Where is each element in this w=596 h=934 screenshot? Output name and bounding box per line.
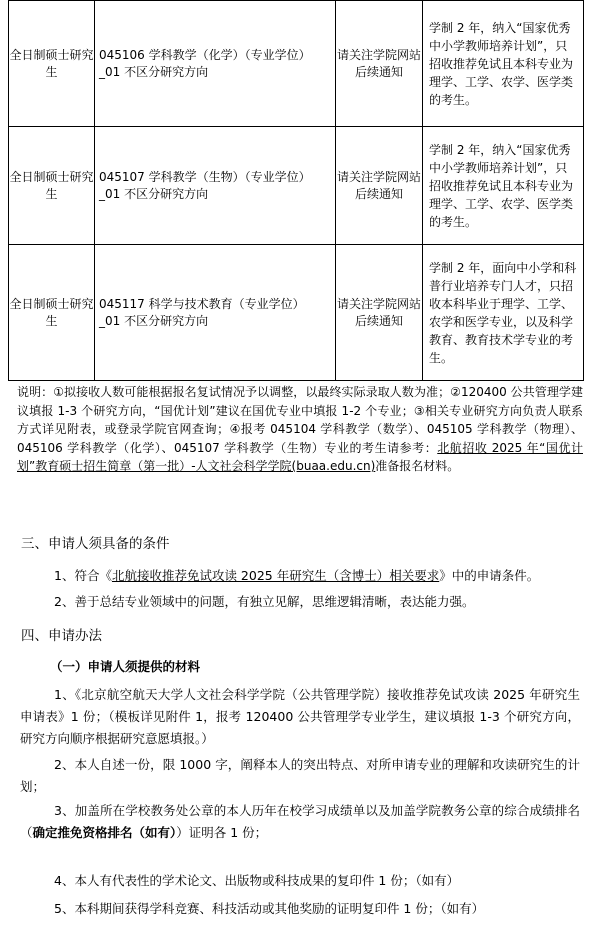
guide-link[interactable]: 北航招收 2025 年“国优计划”教育硕士招生简章（第一批）-人文社会科学学院(buaa.edu.cn) xyxy=(17,440,583,473)
material-item-1: 1、《北京航空航天大学人文社会科学学院（公共管理学院）接收推荐免试攻读 2025 年研究生申请表》1 份；（模板详见附件 1，报考 120400 公共管理学专业学生，建议填报 1-3 个研究方向，研究方向顺序根据研究意愿填报。） xyxy=(20,687,580,746)
research-direction: _01 不区分研究方向 xyxy=(99,313,209,328)
program-code-name: 045107 学科教学（生物）（专业学位） xyxy=(99,169,311,184)
condition-item-2: 2、善于总结专业领域中的问题，有独立见解，思维逻辑清晰，表达能力强。 xyxy=(54,594,475,609)
section-heading-application: 四、申请办法 xyxy=(21,628,102,644)
program-cell xyxy=(95,1,336,127)
research-direction: _01 不区分研究方向 xyxy=(99,64,209,79)
ranking-note: 确定推免资格排名（如有） xyxy=(32,825,177,840)
program-code-name: 045106 学科教学（化学）（专业学位） xyxy=(99,47,311,62)
exam-cell: 请关注学院网站后续通知 xyxy=(336,245,423,381)
program-code-name: 045117 科学与技术教育（专业学位） xyxy=(99,296,305,311)
remark-cell: 学制 2 年，纳入“国家优秀中小学教师培养计划”，只招收推荐免试且本科专业为理学、工学、农学、医学类的考生。 xyxy=(423,127,584,245)
material-item-5: 5、本科期间获得学科竞赛、科技活动或其他奖励的证明复印件 1 份；（如有） xyxy=(54,901,485,916)
material-item-3: 3、加盖所在学校教务处公章的本人历年在校学习成绩单以及加盖学院教务公章的综合成绩排名（确定推免资格排名（如有））证明各 1 份； xyxy=(20,803,580,840)
study-type-cell: 全日制硕士研究生 xyxy=(9,127,95,245)
table-row xyxy=(9,245,584,381)
exam-cell: 请关注学院网站后续通知 xyxy=(336,127,423,245)
section-heading-conditions: 三、申请人须具备的条件 xyxy=(21,536,170,552)
remark-cell: 学制 2 年，面向中小学和科普行业培养专门人才，只招收本科毕业于理学、工学、农学和医学专业，以及科学教育、教育技术学专业的考生。 xyxy=(423,245,584,381)
subsection-heading-materials: （一）申请人须提供的材料 xyxy=(50,659,201,674)
program-cell xyxy=(95,127,336,245)
material-item-2: 2、本人自述一份，限 1000 字，阐释本人的突出特点、对所申请专业的理解和攻读研究生的计划； xyxy=(20,757,580,794)
program-table xyxy=(8,0,584,381)
notes-tail: 准备报名材料。 xyxy=(375,459,460,473)
exam-cell: 请关注学院网站后续通知 xyxy=(336,1,423,127)
program-cell xyxy=(95,245,336,381)
condition-item-1: 1、符合《北航接收推荐免试攻读 2025 年研究生（含博士）相关要求》中的申请条件。 xyxy=(54,568,540,583)
table-row xyxy=(9,127,584,245)
remark-cell: 学制 2 年，纳入“国家优秀中小学教师培养计划”，只招收推荐免试且本科专业为理学、工学、农学、医学类的考生。 xyxy=(423,1,584,127)
material-item-4: 4、本人有代表性的学术论文、出版物或科技成果的复印件 1 份；（如有） xyxy=(54,873,460,888)
research-direction: _01 不区分研究方向 xyxy=(99,186,209,201)
requirements-link[interactable]: 北航接收推荐免试攻读 2025 年研究生（含博士）相关要求 xyxy=(111,568,440,583)
study-type-cell: 全日制硕士研究生 xyxy=(9,1,95,127)
table-row xyxy=(9,1,584,127)
study-type-cell: 全日制硕士研究生 xyxy=(9,245,95,381)
table-notes xyxy=(17,383,583,476)
notes-text: 说明：①拟接收人数可能根据报名复试情况予以调整，以最终实际录取人数为准；②120400 公共管理学建议填报 1-3 个研究方向，“国优计划”建议在国优专业中填报 1-2 个专业；③相关专业研究方向负责人联系方式详见附表，或登录学院官网查询；④报考 045104 学科教学（数学）、045105 学科教学（物理）、045106 学科教学（化学）、045107 学科教学（生物）专业的考生请参考： xyxy=(17,385,583,455)
